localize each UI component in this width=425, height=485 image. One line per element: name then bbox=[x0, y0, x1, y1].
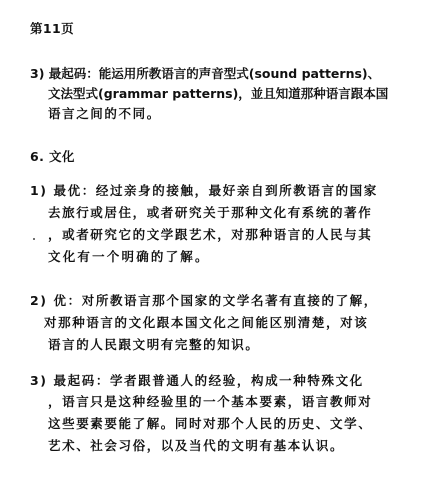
page-label: 第11页 bbox=[30, 21, 74, 36]
text-line: 文化有一个明确的了解。 bbox=[48, 249, 210, 264]
text-line: 3) 最起码：能运用所教语言的声音型式(sound patterns)、 bbox=[30, 66, 381, 81]
text-line: 语言之间的不同。 bbox=[48, 106, 161, 121]
text-line: 语言的人民跟文明有完整的知识。 bbox=[48, 337, 260, 352]
text-line: 3) 最起码：学者跟普通人的经验，构成一种特殊文化 bbox=[30, 373, 364, 388]
text-line: ，或者研究它的文学跟艺术，对那种语言的人民与其 bbox=[48, 227, 373, 242]
text-line: 去旅行或居住，或者研究关于那种文化有系统的著作 bbox=[48, 205, 373, 220]
section-heading: 6. 文化 bbox=[30, 149, 75, 164]
text-line: ，语言只是这种经验里的一个基本要素，语言教师对 bbox=[48, 394, 373, 409]
text-line: 这些要素要能了解。同时对那个人民的历史、文学、 bbox=[48, 416, 373, 431]
text-line: 艺术、社会习俗，以及当代的文明有基本认识。 bbox=[48, 438, 345, 453]
text-line: 对那种语言的文化跟本国文化之间能区别清楚，对该 bbox=[44, 315, 369, 330]
stray-mark bbox=[33, 238, 35, 240]
text-line: 1) 最优：经过亲身的接触，最好亲自到所教语言的国家 bbox=[30, 183, 378, 198]
text-line: 文法型式(grammar patterns)，並且知道那种语言跟本国 bbox=[48, 86, 389, 101]
text-line: 2) 优：对所教语言那个国家的文学名著有直接的了解， bbox=[30, 293, 378, 308]
